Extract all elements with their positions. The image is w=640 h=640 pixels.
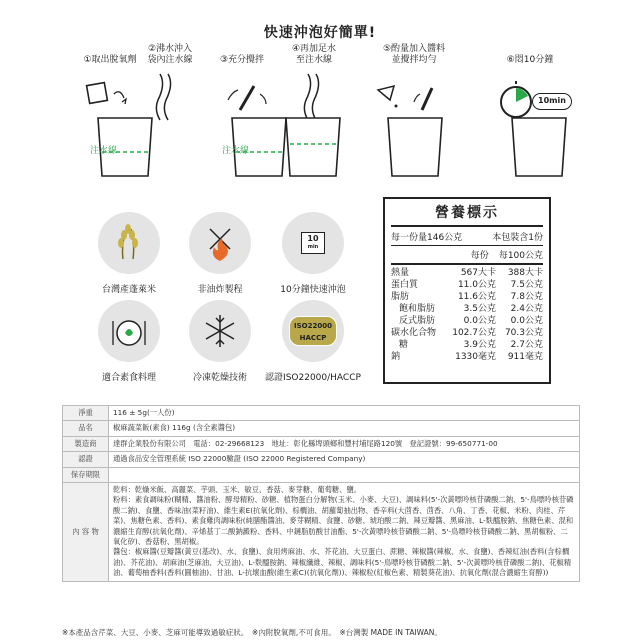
ten-min-number: 10 [307, 234, 319, 243]
step-5-label: ⑤酌量加入醬料 並攪拌均勻 [382, 44, 446, 65]
nutrition-per-100g: 0.0公克 [510, 316, 543, 326]
info-row [63, 467, 580, 482]
info-row [63, 483, 580, 582]
step-2-pour-icon [140, 72, 200, 132]
nutrition-per-100g: 2.4公克 [510, 304, 543, 314]
step-1-label: ①取出脫氧劑 [83, 55, 137, 65]
info-value: 116 ± 5g(一人份) [109, 406, 580, 421]
nutrition-name: 蛋白質 [391, 280, 419, 290]
nutrition-per-serving: 3.5公克 [463, 304, 496, 314]
nutrition-per-100g: 7.5公克 [510, 280, 543, 290]
feature-iso-label: 認證ISO22000/HACCP [265, 373, 361, 383]
info-key: 品名 [63, 421, 109, 436]
nutrition-name: 脂肪 [391, 292, 410, 302]
info-row [63, 436, 580, 451]
info-value: 達群企業股份有限公司 電話：02-29668123 地址：彰化縣埤頭鄉和豐村埔尾路120號 登記證號：99-650771-00 [109, 436, 580, 451]
rice-icon [98, 212, 160, 274]
col-per-serving: 每份 [470, 251, 489, 261]
info-key: 保存期限 [63, 467, 109, 482]
fill-line-label: 注水線 [90, 146, 118, 156]
serving-size: 每一份量146公克 [391, 233, 463, 243]
nutrition-name: 碳水化合物 [391, 328, 437, 338]
info-key: 認證 [63, 452, 109, 467]
nutrition-row [391, 339, 543, 351]
nutrition-per-100g: 7.8公克 [510, 292, 543, 302]
nutrition-column-headers [391, 246, 543, 265]
nutrition-per-100g: 70.3公克 [504, 328, 543, 338]
feature-vegetarian-label: 適合素食料理 [101, 373, 156, 383]
info-row [63, 452, 580, 467]
info-key: 淨重 [63, 406, 109, 421]
nutrition-per-100g: 2.7公克 [510, 340, 543, 350]
step-4-label: ④再加足水 至注水線 [291, 44, 337, 65]
step-4-refill-icon [268, 72, 358, 180]
step-2-label: ②沸水沖入 袋內注水線 [147, 44, 193, 65]
step-4 [262, 42, 366, 66]
nutrition-name: 反式脂肪 [399, 316, 436, 326]
info-value [109, 467, 580, 482]
iso-badge-line-2: HACCP [299, 334, 327, 342]
vegetarian-plate-icon [98, 300, 160, 362]
feature-freeze-dry-label: 冷凍乾燥技術 [192, 373, 247, 383]
servings-per-pack: 本包裝含1份 [492, 233, 543, 243]
nutrition-row [391, 315, 543, 327]
step-5-sauce-icon [370, 80, 460, 180]
info-value: 通過食品安全管理系統 ISO 22000驗證 (ISO 22000 Registered Company) [109, 452, 580, 467]
info-key: 製造商 [63, 436, 109, 451]
nutrition-rows [391, 267, 543, 363]
feature-no-fry-label: 非油炸製程 [197, 285, 243, 295]
step-3-label: ③充分攪拌 [219, 55, 265, 65]
info-key: 內 容 物 [63, 483, 109, 582]
nutrition-serving-row [391, 227, 543, 246]
iso-badge-line-1: ISO22000 [294, 322, 332, 330]
nutrition-per-100g: 911毫克 [507, 352, 543, 362]
nutrition-per-serving: 0.0公克 [463, 316, 496, 326]
nutrition-name: 糖 [399, 340, 409, 350]
nutrition-row [391, 279, 543, 291]
snowflake-icon [189, 300, 251, 362]
feature-ten-min [258, 212, 368, 295]
feature-rice-label: 台灣產蓬萊米 [101, 285, 156, 295]
timer-badge: 10min [532, 93, 572, 110]
info-row [63, 421, 580, 436]
product-info-table [62, 405, 580, 582]
nutrition-title: 營養標示 [391, 202, 543, 227]
nutrition-per-serving: 3.9公克 [463, 340, 496, 350]
nutrition-panel [383, 197, 551, 384]
iso-badge-icon [282, 300, 344, 362]
step-6-label: ⑥悶10分鐘 [506, 55, 554, 65]
nutrition-name: 鈉 [391, 352, 401, 362]
page-title: 快速沖泡好簡單! [263, 25, 377, 41]
nutrition-per-serving: 567大卡 [460, 268, 496, 278]
nutrition-row [391, 267, 543, 279]
ten-min-icon [282, 212, 344, 274]
nutrition-per-serving: 102.7公克 [452, 328, 496, 338]
nutrition-per-100g: 388大卡 [507, 268, 543, 278]
nutrition-row [391, 303, 543, 315]
nutrition-row [391, 291, 543, 303]
col-per-100g: 每100公克 [498, 251, 543, 261]
feature-ten-min-label: 10分鐘快速沖泡 [280, 285, 346, 295]
step-6 [478, 42, 582, 66]
nutrition-per-serving: 11.0公克 [457, 280, 496, 290]
info-value: 椒麻蔬菜飯(素食) 116g (含全素醬包) [109, 421, 580, 436]
step-5 [362, 42, 466, 66]
info-value: 乾料：乾燥米飯、高麗菜、芋頭、玉米、敏豆、香菇、麥芽糖、葡萄糖、鹽。 粉料：素食調味粉(糊精、醬油粉、酵母精粉、砂糖、植物蛋白分解物(玉米、小麥、大豆)、調味料(5'-次黃嘌呤核苷磷酸二鈉、5'-鳥嘌呤核苷磷酸二鈉)、食鹽、香味油(菜籽油)、維生素E(抗氧化劑)、棕櫚油、胡蘿蔔抽出物、香辛料(大茴香、茴香、八角、丁香、花椒、米粉、肉桂、芹菜)、焦糖色素、香料)、素食雞肉調味粉(純膳酯醬油、麥芽糊精、食鹽、砂糖、琥珀酸二鈉、辣豆瓣醬、黑麻油、L-麩醯胺鈉、焦糖色素、混和濃縮生育醇(抗氧化劑)、辛烯基丁二酸鈉澱粉、香料、中鏈脂肪酸甘油酯、5'-次黃嘌呤核苷磷酸二鈉、5'-鳥嘌呤核苷磷酸二鈉、黑胡椒粉、二氧化矽)、香菇粉、黑胡椒。 醬包：椒麻醬(豆瓣醬(黃豆(基改)、水、食鹽)、食用烤麻油、水、芥花油、大豆蛋白、蔗糖、辣椒醬(辣椒、水、食鹽)、香辣紅油(香料(含棕櫚油)、芥花油)、胡麻油(芝麻油、大豆油)、L-麩醯胺鈉、辣椒纖維、辣椒、調味料(5'-鳥嘌呤核苷磷酸二鈉、5'-次黃嘌呤核苷磷酸二鈉)、花椒精油、葡萄柚香料(香料(圓柚油)、甘油、L-抗壞血酸(維生素C)(抗氧化劑))、辣椒粒(紅椒色素、精製葵花油)、抗氧化劑(混合濃縮生育醇)) [109, 483, 580, 582]
nutrition-per-serving: 1330毫克 [455, 352, 496, 362]
nutrition-row [391, 351, 543, 363]
info-row [63, 406, 580, 421]
no-fry-icon [189, 212, 251, 274]
nutrition-name: 飽和脂肪 [399, 304, 436, 314]
feature-iso [258, 300, 368, 383]
nutrition-per-serving: 11.6公克 [457, 292, 496, 302]
footnote: ※本產品含芹菜、大豆、小麥、芝麻可能導致過敏症狀。 ※內附脫氧劑,不可食用。 ※台灣製 MADE IN TAIWAN。 [62, 628, 442, 637]
fill-line-label-2: 注水線 [222, 146, 250, 156]
nutrition-name: 熱量 [391, 268, 410, 278]
ten-min-unit: min [307, 244, 319, 250]
nutrition-row [391, 327, 543, 339]
